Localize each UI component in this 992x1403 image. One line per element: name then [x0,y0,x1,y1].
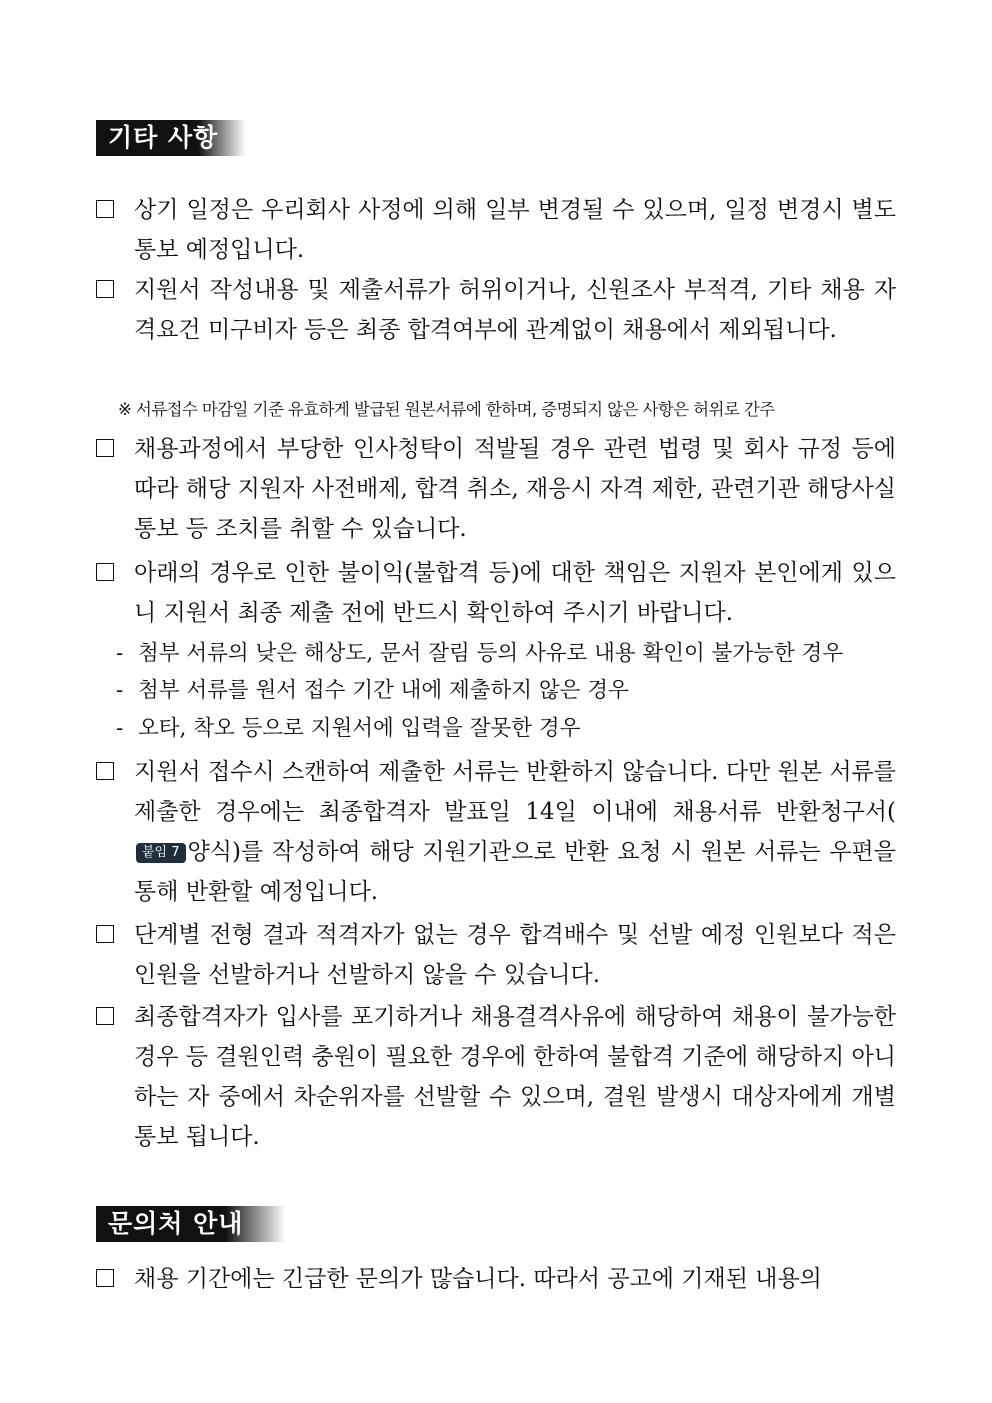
section-header-inquiry: 문의처 안내 [96,1206,286,1242]
notice-item-vacancy-fill [96,997,896,1157]
notice-text: 지원서 작성내용 및 제출서류가 허위이거나, 신원조사 부적격, 기타 채용 자격요건 미구비자 등은 최종 합격여부에 관계없이 채용에서 제외됩니다. [134,277,896,343]
notice-text: 아래의 경우로 인한 불이익(불합격 등)에 대한 책임은 지원자 본인에게 있으니 지원서 최종 제출 전에 반드시 확인하여 주시기 바랍니다. [134,560,896,626]
notice-item-false-documents [96,270,896,350]
reference-note: ※ 서류접수 마감일 기준 유효하게 발급된 원본서류에 한하며, 증명되지 않은 사항은 허위로 간주 [118,400,775,419]
notice-text: 상기 일정은 우리회사 사정에 의해 일부 변경될 수 있으며, 일정 변경시 별도 통보 예정입니다. [134,197,896,263]
dash-bullet: - [116,716,124,741]
dash-list-item [116,636,906,672]
notice-item-no-qualified [96,915,896,995]
dash-bullet: - [116,641,124,666]
notice-text-part: 양식)를 작성하여 해당 지원기관으로 반환 요청 시 원본 서류는 우편을 통해 반환할 예정입니다. [134,839,896,905]
checkbox-square-icon [96,762,114,780]
checkbox-square-icon [96,280,114,298]
notice-item-inquiry [96,1259,896,1299]
dash-item-text: 첨부 서류의 낮은 해상도, 문서 잘림 등의 사유로 내용 확인이 불가능한 경우 [138,641,844,666]
checkbox-square-icon [96,1269,114,1287]
notice-text-part: 지원서 접수시 스캔하여 제출한 서류는 반환하지 않습니다. 다만 원본 서류를 제출한 경우에는 최종합격자 발표일 14일 이내에 채용서류 반환청구서( [134,759,896,825]
notice-item-unfair-solicitation [96,429,896,549]
notice-text: 채용 기간에는 긴급한 문의가 많습니다. 따라서 공고에 기재된 내용의 [134,1266,822,1292]
notice-item-schedule-change [96,190,896,270]
section-header-etc: 기타 사항 [96,120,246,156]
notice-text: 단계별 전형 결과 적격자가 없는 경우 합격배수 및 선발 예정 인원보다 적은 인원을 선발하거나 선발하지 않을 수 있습니다. [134,922,896,988]
notice-item-applicant-responsibility [96,553,896,633]
dash-list-item [116,673,906,709]
dash-list-item [116,711,906,747]
notice-text: 최종합격자가 입사를 포기하거나 채용결격사유에 해당하여 채용이 불가능한 경우 등 결원인력 충원이 필요한 경우에 한하여 불합격 기준에 해당하지 아니하는 자 중에서 차순위자를 선발할 수 있으며, 결원 발생시 대상자에게 개별통보 됩니다. [134,1004,896,1150]
checkbox-square-icon [96,439,114,457]
checkbox-square-icon [96,1007,114,1025]
dash-bullet: - [116,678,124,703]
notice-text: 채용과정에서 부당한 인사청탁이 적발될 경우 관련 법령 및 회사 규정 등에 따라 해당 지원자 사전배제, 합격 취소, 재응시 자격 제한, 관련기관 해당사실 통보 등 조치를 취할 수 있습니다. [134,436,896,542]
notice-item-document-return [96,752,896,912]
attachment-badge: 붙임 7 [136,843,186,863]
dash-item-text: 오타, 착오 등으로 지원서에 입력을 잘못한 경우 [138,716,581,741]
checkbox-square-icon [96,200,114,218]
checkbox-square-icon [96,925,114,943]
checkbox-square-icon [96,563,114,581]
notice-text [134,752,896,912]
dash-item-text: 첨부 서류를 원서 접수 기간 내에 제출하지 않은 경우 [138,678,629,703]
